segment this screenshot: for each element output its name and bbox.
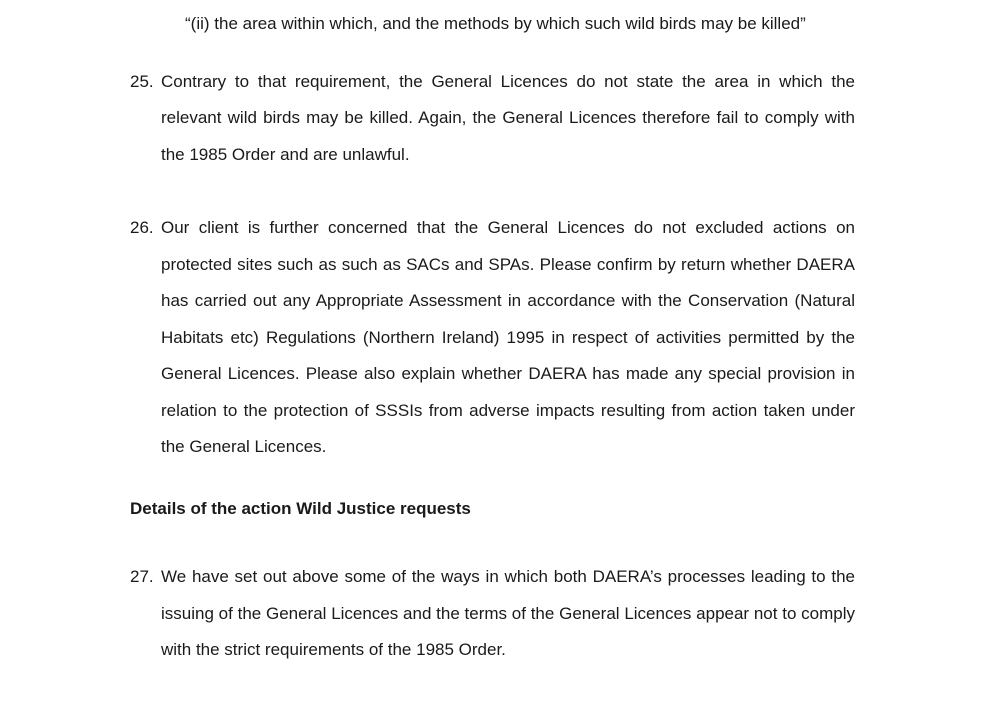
paragraph-number: 27. bbox=[130, 567, 154, 586]
paragraph-number: 25. bbox=[130, 71, 154, 91]
paragraph-number: 26. bbox=[130, 218, 154, 237]
numbered-paragraph-25 bbox=[130, 64, 855, 174]
paragraph-text: We have set out above some of the ways in which both DAERA’s processes leading to the issuing of the General Licences and the terms of the General Licences appear not to comply with the strict requirements of the 1985 Order. bbox=[161, 567, 855, 659]
paragraph-text: Our client is further concerned that the General Licences do not excluded actions on protected sites such as such as SACs and SPAs. Please confirm by return whether DAERA has carried out any Appropriate Assessment in accordance with the Conservation (Natural Habitats etc) Regulations (Northern Ireland) 1995 in respect of activities permitted by the General Licences. Please also explain whether DAERA has made any special provision in relation to the protection of SSSIs from adverse impacts resulting from action taken under the General Licences. bbox=[161, 218, 855, 456]
section-heading: Details of the action Wild Justice requests bbox=[130, 498, 471, 518]
paragraph-text: Contrary to that requirement, the General Licences do not state the area in which the relevant wild birds may be killed. Again, the General Licences therefore fail to comply with the 1985 Order and are unlawful. bbox=[161, 71, 855, 164]
numbered-paragraph-26 bbox=[130, 210, 855, 466]
numbered-paragraph-27 bbox=[130, 559, 855, 669]
quoted-statute-provision: “(ii) the area within which, and the methods by which such wild birds may be killed” bbox=[185, 14, 806, 33]
